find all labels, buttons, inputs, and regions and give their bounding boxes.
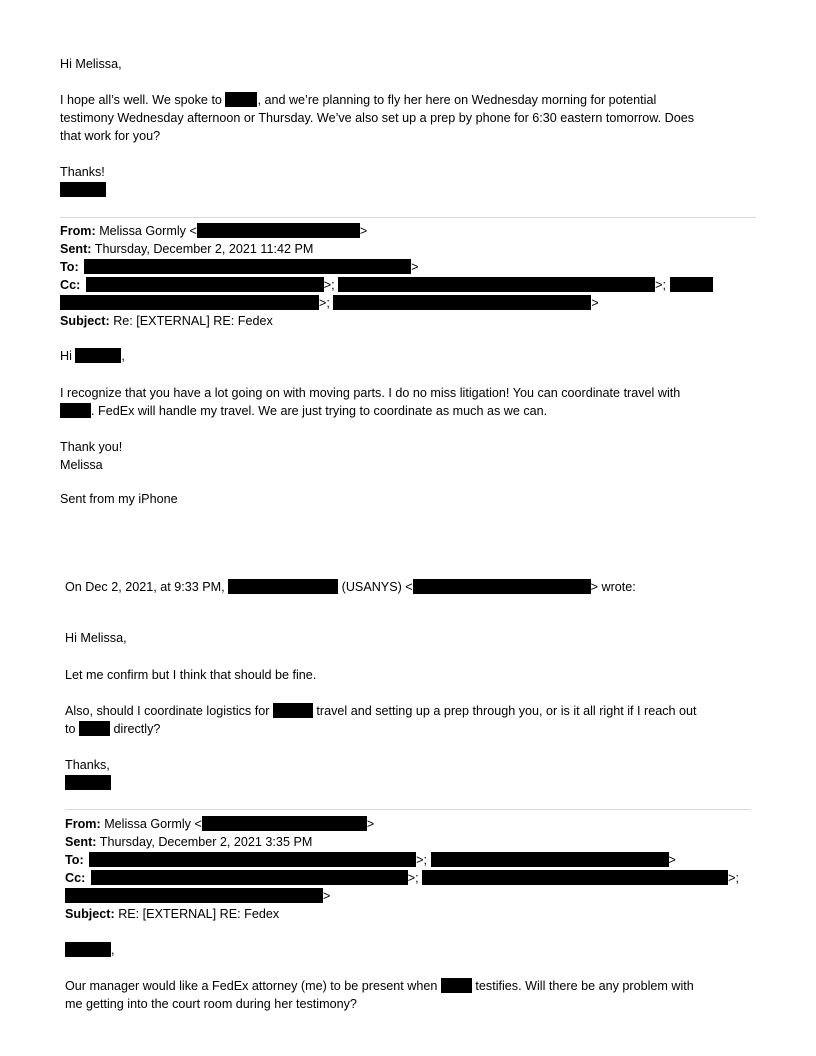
signature-redaction bbox=[60, 181, 106, 199]
redaction-block bbox=[431, 852, 669, 867]
cc-line-continued: > bbox=[65, 887, 330, 905]
to-line: To: >; > bbox=[65, 853, 676, 867]
greeting: Hi , bbox=[60, 349, 125, 363]
redaction-block bbox=[273, 703, 313, 718]
redaction-block bbox=[60, 295, 319, 310]
body-line: me getting into the court room during her testimony? bbox=[65, 997, 357, 1011]
redaction-block bbox=[65, 775, 111, 790]
quoted-intro: On Dec 2, 2021, at 9:33 PM, (USANYS) < > wrote: bbox=[65, 580, 636, 594]
redaction-block bbox=[413, 579, 591, 594]
redaction-block bbox=[422, 870, 728, 885]
closing: Thank you! bbox=[60, 440, 123, 454]
redaction-block bbox=[441, 978, 472, 993]
signature: Melissa bbox=[60, 458, 103, 472]
body-line: I recognize that you have a lot going on with moving parts. I do no miss litigation! You can coordinate travel with bbox=[60, 386, 681, 400]
subject-line: Subject: RE: [EXTERNAL] RE: Fedex bbox=[65, 907, 280, 921]
redaction-block bbox=[86, 277, 324, 292]
redaction-block bbox=[60, 182, 106, 197]
sent-line: Sent: Thursday, December 2, 2021 11:42 PM bbox=[60, 242, 314, 256]
header-divider bbox=[60, 217, 756, 218]
redaction-block bbox=[670, 277, 713, 292]
body-line: I hope all’s well. We spoke to , and we’re planning to fly her here on Wednesday morning for potential bbox=[60, 93, 657, 107]
redaction-block bbox=[333, 295, 591, 310]
body-line: testimony Wednesday afternoon or Thursday. We’ve also set up a prep by phone for 6:30 eastern tomorrow. Does bbox=[60, 111, 695, 125]
body-line: Our manager would like a FedEx attorney (me) to be present when testifies. Will there be any problem with bbox=[65, 979, 694, 993]
redaction-block bbox=[65, 888, 323, 903]
greeting: Hi Melissa, bbox=[60, 57, 122, 71]
from-line: From: Melissa Gormly < > bbox=[60, 224, 368, 238]
redaction-block bbox=[60, 403, 91, 418]
redaction-block bbox=[338, 277, 655, 292]
redaction-block bbox=[228, 579, 338, 594]
cc-line: Cc: >; >; bbox=[60, 276, 713, 294]
body-line: . FedEx will handle my travel. We are just trying to coordinate as much as we can. bbox=[60, 402, 547, 420]
body-line: Also, should I coordinate logistics for travel and setting up a prep through you, or is it all right if I reach out bbox=[65, 704, 697, 718]
sent-from: Sent from my iPhone bbox=[60, 492, 178, 506]
sent-line: Sent: Thursday, December 2, 2021 3:35 PM bbox=[65, 835, 313, 849]
subject-line: Subject: Re: [EXTERNAL] RE: Fedex bbox=[60, 314, 273, 328]
from-line: From: Melissa Gormly < > bbox=[65, 817, 375, 831]
body-line: Let me confirm but I think that should be fine. bbox=[65, 668, 317, 682]
cc-line: Cc: >; >; bbox=[65, 871, 740, 885]
greeting: Hi Melissa, bbox=[65, 631, 127, 645]
redaction-block bbox=[84, 259, 411, 274]
body-line: that work for you? bbox=[60, 129, 161, 143]
redaction-block bbox=[91, 870, 408, 885]
closing: Thanks, bbox=[65, 758, 110, 772]
closing: Thanks! bbox=[60, 165, 105, 179]
redaction-block bbox=[197, 223, 360, 238]
redaction-block bbox=[225, 92, 257, 107]
redaction-block bbox=[65, 942, 111, 957]
redaction-block bbox=[75, 348, 121, 363]
body-line: to directly? bbox=[65, 722, 161, 736]
to-line: To: > bbox=[60, 260, 419, 274]
greeting: , bbox=[65, 941, 115, 959]
redaction-block bbox=[89, 852, 416, 867]
redaction-block bbox=[202, 816, 367, 831]
cc-line-continued: >; > bbox=[60, 294, 599, 312]
header-divider bbox=[65, 809, 751, 810]
redaction-block bbox=[79, 721, 110, 736]
signature-redaction bbox=[65, 774, 111, 792]
